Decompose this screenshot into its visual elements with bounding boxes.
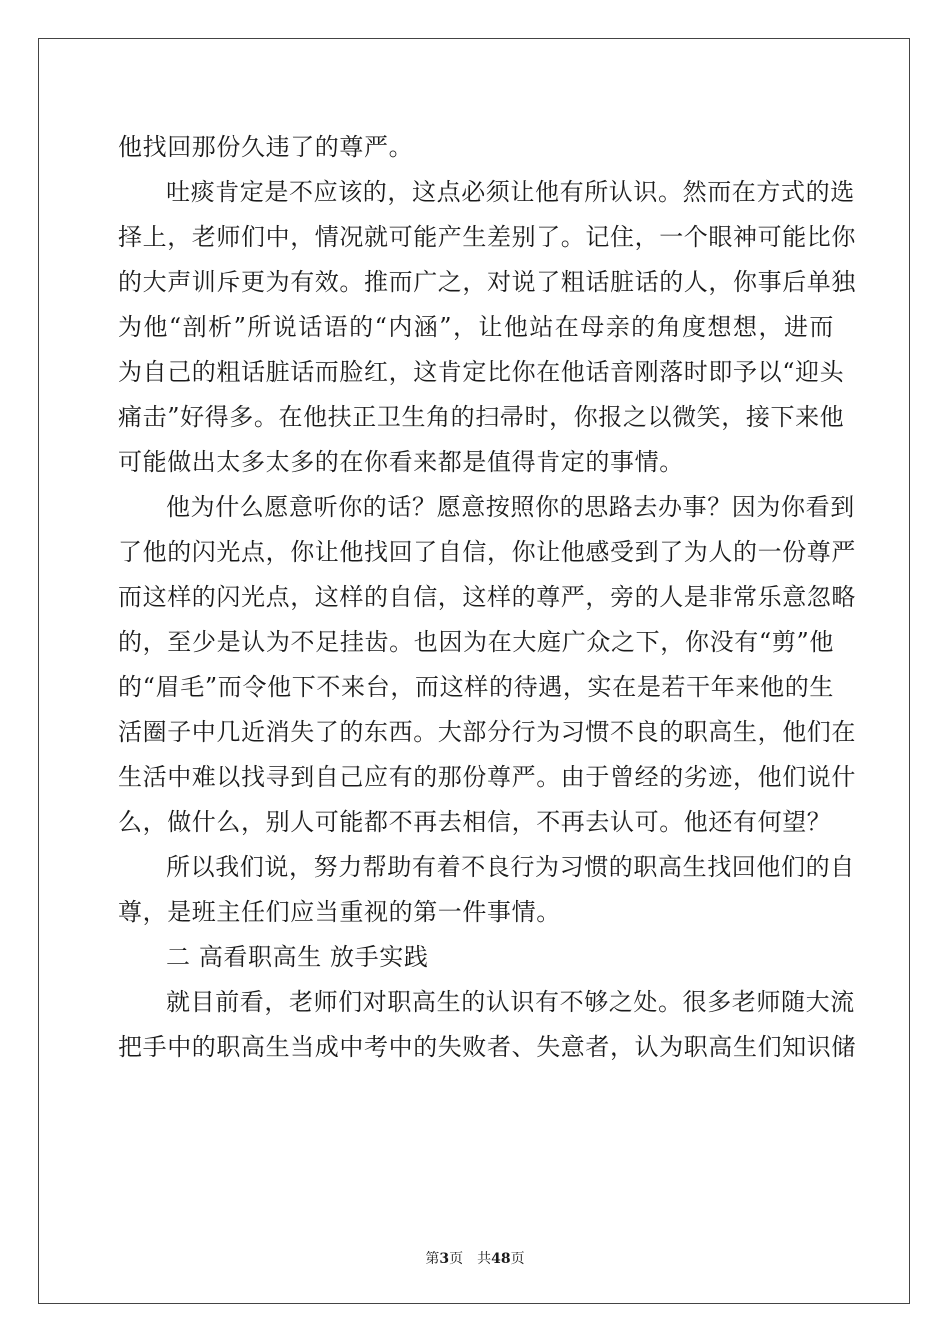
- text-line: 为自己的粗话脏话而脸红，这肯定比你在他话音刚落时即予以“迎头: [118, 358, 845, 386]
- total-prefix: 共: [477, 1251, 492, 1267]
- total-suffix: 页: [510, 1251, 525, 1267]
- page-prefix: 第: [425, 1251, 440, 1267]
- text-line: 的“眉毛”而令他下不来台，而这样的待遇，实在是若干年来他的生: [118, 673, 834, 701]
- total-pages: 48: [491, 1251, 511, 1267]
- page-footer: [0, 1248, 950, 1268]
- text-line: 了他的闪光点，你让他找回了自信，你让他感受到了为人的一份尊严: [118, 538, 856, 566]
- text-line: 生活中难以找寻到自己应有的那份尊严。由于曾经的劣迹，他们说什: [118, 763, 856, 791]
- text-line: 活圈子中几近消失了的东西。大部分行为习惯不良的职高生，他们在: [118, 718, 856, 746]
- text-line: 的，至少是认为不足挂齿。也因为在大庭广众之下，你没有“剪”他: [118, 628, 834, 656]
- page-number: 3: [439, 1251, 450, 1267]
- text-line: 为他“剖析”所说话语的“内涵”，让他站在母亲的角度想想，进而: [118, 313, 834, 341]
- page-suffix: 页: [449, 1251, 464, 1267]
- text-line: 可能做出太多太多的在你看来都是值得肯定的事情。: [118, 448, 684, 476]
- text-line: 而这样的闪光点，这样的自信，这样的尊严，旁的人是非常乐意忽略: [118, 583, 856, 611]
- text-line: 的大声训斥更为有效。推而广之，对说了粗话脏话的人，你事后单独: [118, 268, 856, 296]
- text-line: 二 高看职高生 放手实践: [166, 943, 429, 971]
- text-line: 择上，老师们中，情况就可能产生差别了。记住，一个眼神可能比你: [118, 223, 856, 251]
- text-line: 痛击”好得多。在他扶正卫生角的扫帚时，你报之以微笑，接下来他: [118, 403, 845, 431]
- text-line: 他为什么愿意听你的话？愿意按照你的思路去办事？因为你看到: [166, 493, 855, 521]
- text-line: 吐痰肯定是不应该的，这点必须让他有所认识。然而在方式的选: [166, 178, 855, 206]
- text-line: 所以我们说，努力帮助有着不良行为习惯的职高生找回他们的自: [166, 853, 855, 881]
- text-line: 尊，是班主任们应当重视的第一件事情。: [118, 898, 561, 926]
- text-line: 他找回那份久违了的尊严。: [118, 133, 414, 161]
- text-line: 把手中的职高生当成中考中的失败者、失意者，认为职高生们知识储: [118, 1033, 856, 1061]
- text-line: 么，做什么，别人可能都不再去相信，不再去认可。他还有何望？: [118, 808, 832, 836]
- text-line: 就目前看，老师们对职高生的认识有不够之处。很多老师随大流: [166, 988, 855, 1016]
- document-body: [118, 125, 856, 1070]
